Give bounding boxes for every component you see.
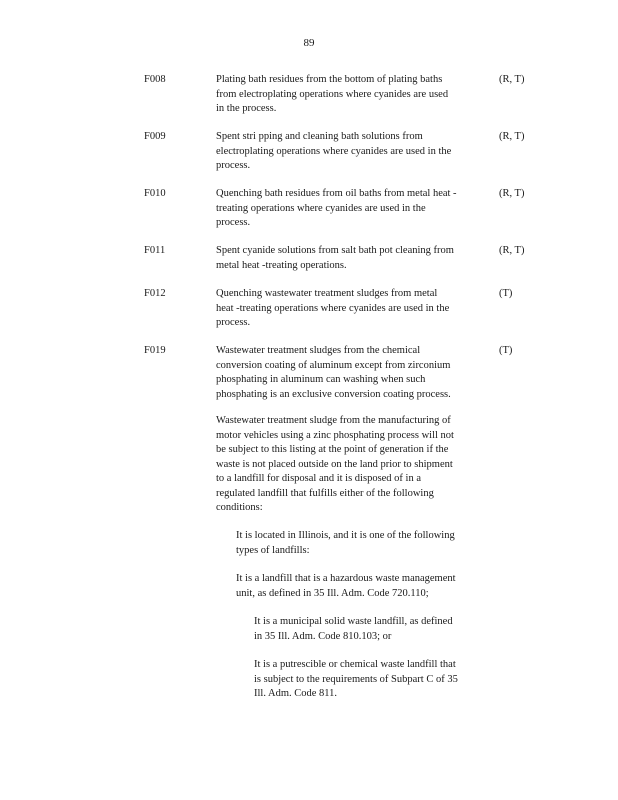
condition-line: is subject to the requirements of Subpart C of 35 [254, 673, 458, 685]
waste-description [216, 130, 484, 174]
hazard-code: (R, T) [499, 245, 525, 256]
hazard-code: (T) [499, 288, 513, 299]
exception-line: regulated landfill that fulfills either of the following [216, 487, 434, 499]
condition-municipal-landfill [254, 615, 453, 644]
condition-location [236, 529, 455, 558]
condition-line: in 35 Ill. Adm. Code 810.103; or [254, 630, 392, 642]
description-line: process. [216, 160, 251, 171]
description-line: process. [216, 217, 251, 228]
description-line: treating operations where cyanides are used in the [216, 202, 426, 214]
description-line: Plating bath residues from the bottom of plating baths [216, 74, 443, 85]
description-line: Quenching wastewater treatment sludges from metal [216, 288, 438, 299]
condition-line: types of landfills: [236, 544, 310, 556]
description-line: Spent stri pping and cleaning bath solutions from [216, 131, 423, 142]
exception-line: motor vehicles using a zinc phosphating process will not [216, 429, 454, 441]
waste-description [216, 187, 484, 231]
condition-line: It is a landfill that is a hazardous waste management [236, 573, 456, 584]
description-line: Quenching bath residues from oil baths from metal heat - [216, 188, 457, 199]
exception-line: to a landfill for disposal and it is disposed of in a [216, 473, 422, 484]
description-line: from electroplating operations where cyanides are used [216, 88, 449, 100]
hazard-code: (T) [499, 345, 513, 356]
waste-code: F019 [144, 345, 166, 356]
description-line: conversion coating of aluminum except from zirconium [216, 359, 451, 371]
waste-description [216, 244, 484, 273]
hazard-code: (R, T) [499, 74, 525, 85]
waste-code: F008 [144, 74, 166, 85]
description-line: process. [216, 317, 251, 328]
waste-description [216, 287, 484, 331]
exception-line: conditions: [216, 502, 263, 513]
description-line: Wastewater treatment sludges from the chemical [216, 345, 421, 356]
description-line: phosphating is an exclusive conversion coating process. [216, 388, 451, 400]
hazard-code: (R, T) [499, 131, 525, 142]
description-line: heat -treating operations where cyanides are used in the [216, 302, 450, 314]
description-line: Spent cyanide solutions from salt bath pot cleaning from [216, 245, 454, 256]
waste-code: F011 [144, 245, 166, 256]
waste-code: F012 [144, 288, 166, 299]
condition-line: unit, as defined in 35 Ill. Adm. Code 720.110; [236, 587, 429, 599]
page-number: 89 [303, 37, 315, 49]
waste-code: F010 [144, 188, 166, 199]
condition-hazardous-landfill [236, 572, 456, 601]
description-line: metal heat -treating operations. [216, 259, 347, 271]
waste-description [216, 73, 484, 117]
exception-line: be subject to this listing at the point of generation if the [216, 444, 449, 455]
exception-line: waste is not placed outside on the land prior to shipment [216, 458, 453, 470]
exception-line: Wastewater treatment sludge from the manufacturing of [216, 415, 451, 426]
condition-putrescible-landfill [254, 658, 458, 702]
exception-paragraph [216, 414, 496, 516]
condition-line: Ill. Adm. Code 811. [254, 688, 338, 699]
description-line: electroplating operations where cyanides are used in the [216, 145, 452, 157]
condition-line: It is a municipal solid waste landfill, as defined [254, 616, 453, 627]
waste-code: F009 [144, 131, 166, 142]
condition-line: It is a putrescible or chemical waste landfill that [254, 659, 456, 670]
condition-line: It is located in Illinois, and it is one of the following [236, 530, 455, 541]
description-line: phosphating in aluminum can washing when such [216, 374, 426, 385]
hazard-code: (R, T) [499, 188, 525, 199]
waste-description [216, 344, 484, 402]
description-line: in the process. [216, 103, 277, 114]
